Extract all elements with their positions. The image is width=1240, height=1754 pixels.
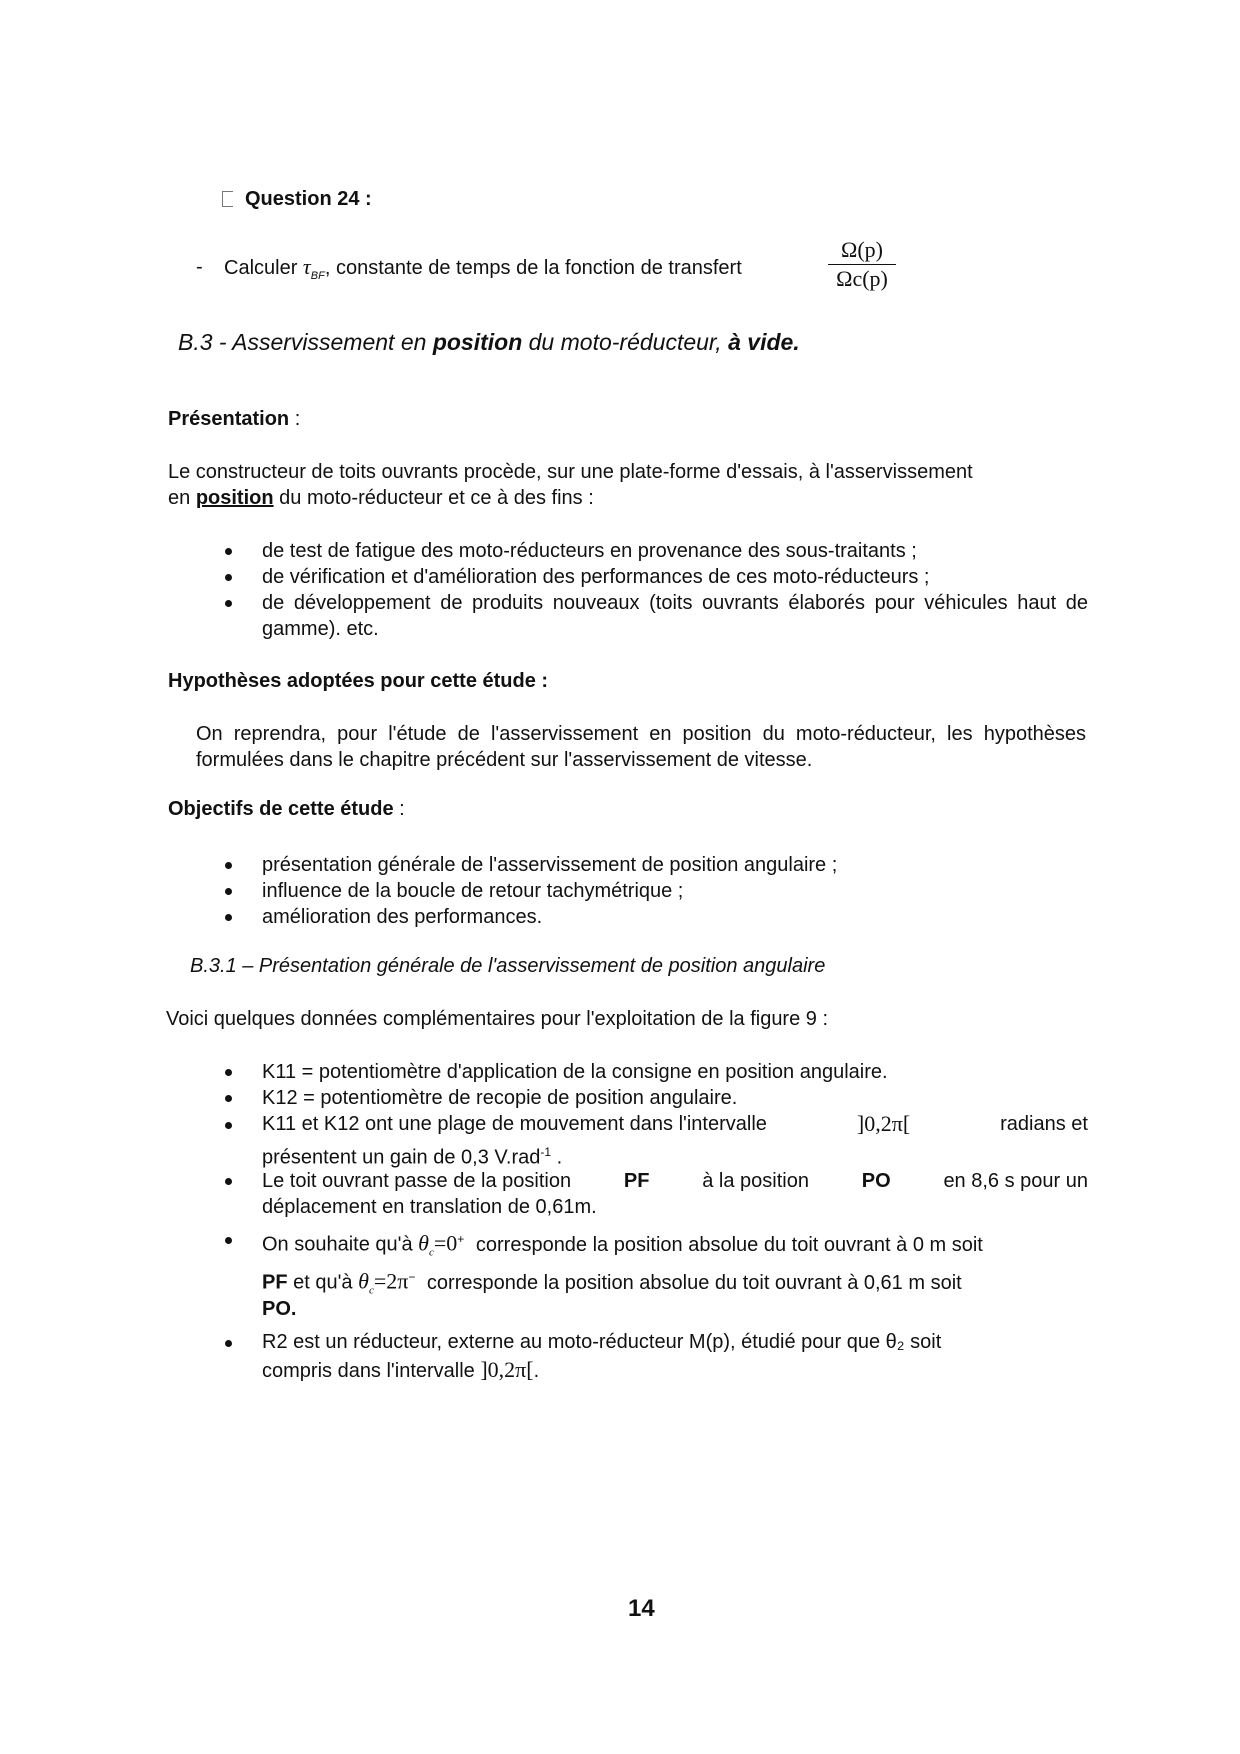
hypotheses-text: On reprendra, pour l'étude de l'asservissement en position du moto-réducteur, les hypothèses formulées dans le chapitre précédent sur l'asservissement de vitesse. [196,723,1086,771]
bullet-icon [225,1095,232,1102]
fraction-bar [828,264,896,265]
question-heading: Question 24 : [222,186,372,212]
bullet-icon [225,888,232,895]
bullet-icon [225,1178,232,1185]
donnees-intro: Voici quelques données complémentaires pour l'exploitation de la figure 9 : [166,1008,829,1030]
donnees-bullet-2: K12 = potentiomètre de recopie de position angulaire. [262,1087,738,1109]
presentation-bullet-2: de vérification et d'amélioration des performances de ces moto-réducteurs ; [262,566,930,588]
section-b31-title: B.3.1 – Présentation générale de l'asservissement de position angulaire [190,955,826,977]
objectifs-bullet-1: présentation générale de l'asservissement de position angulaire ; [262,854,838,876]
fraction-numerator: Ω(p) [840,237,883,262]
donnees-bullet-5-line2: PF et qu'à $\theta_c=2\pi^-$ corresponde la position absolue du toit ouvrant à 0,61 m soit [262,1268,962,1297]
donnees-bullet-1: K11 = potentiomètre d'application de la consigne en position angulaire. [262,1061,888,1083]
donnees-bullet-4-line2: déplacement en translation de 0,61m. [262,1196,597,1218]
donnees-bullet-3-line2: présentent un gain de 0,3 V.rad$^{-1}$ . [262,1145,563,1169]
donnees-bullet-5-line1: On souhaite qu'à $\theta_c=0^+$ corresponde la position absolue du toit ouvrant à 0 m soit [262,1230,983,1259]
bullet-icon [225,600,232,607]
page-number: 14 [628,1595,655,1622]
donnees-bullet-6-line1: R2 est un réducteur, externe au moto-réducteur M(p), étudié pour que θ₂ soit [262,1331,942,1353]
tau-subscript: BF [310,270,325,282]
tau-symbol: τ [302,254,311,279]
donnees-bullet-5-line3: PO. [262,1298,297,1320]
section-b3-title: B.3 - Asservissement en position du moto-réducteur, à vide. [178,329,800,355]
donnees-bullet-6-line2: compris dans l'intervalle ]0,2π[. [262,1357,540,1382]
presentation-para-line2: en position du moto-réducteur et ce à des fins : [168,487,594,509]
bullet-icon [225,548,232,555]
presentation-heading: Présentation : [168,408,301,430]
hypotheses-heading: Hypothèses adoptées pour cette étude : [168,670,549,692]
question-dash: - [196,256,203,278]
presentation-bullet-3: de développement de produits nouveaux (toits ouvrants élaborés pour véhicules haut de gamme). etc. [262,592,1088,640]
donnees-bullet-4-line1: Le toit ouvrant passe de la position PF à la position PO en 8,6 s pour un [262,1170,1088,1192]
bullet-icon [225,574,232,581]
bullet-icon [225,1069,232,1076]
objectifs-bullet-3: amélioration des performances. [262,906,543,928]
position-emphasis: position [195,487,274,509]
checkbox-icon [222,191,233,207]
fraction-denominator: Ωc(p) [836,266,888,291]
interval-expression: ]0,2π[ [480,1357,534,1382]
bullet-icon [225,862,232,869]
bullet-icon [225,914,232,921]
objectifs-bullet-2: influence de la boucle de retour tachymétrique ; [262,880,684,902]
donnees-bullet-3-line1: K11 et K12 ont une plage de mouvement dans l'intervalle ]0,2π[ radians et [262,1111,1088,1136]
interval-expression: ]0,2π[ [856,1111,911,1136]
question-text: Calculer $\tau_{BF}$, constante de temps de la fonction de transfert [224,254,742,282]
presentation-para-line1: Le constructeur de toits ouvrants procède, sur une plate-forme d'essais, à l'asservissement [168,461,973,483]
presentation-bullet-1: de test de fatigue des moto-réducteurs en provenance des sous-traitants ; [262,540,917,562]
bullet-icon [225,1340,232,1347]
transfer-function-fraction [828,238,896,291]
bullet-icon [225,1237,232,1244]
bullet-icon [225,1122,232,1129]
objectifs-heading: Objectifs de cette étude : [168,798,405,820]
